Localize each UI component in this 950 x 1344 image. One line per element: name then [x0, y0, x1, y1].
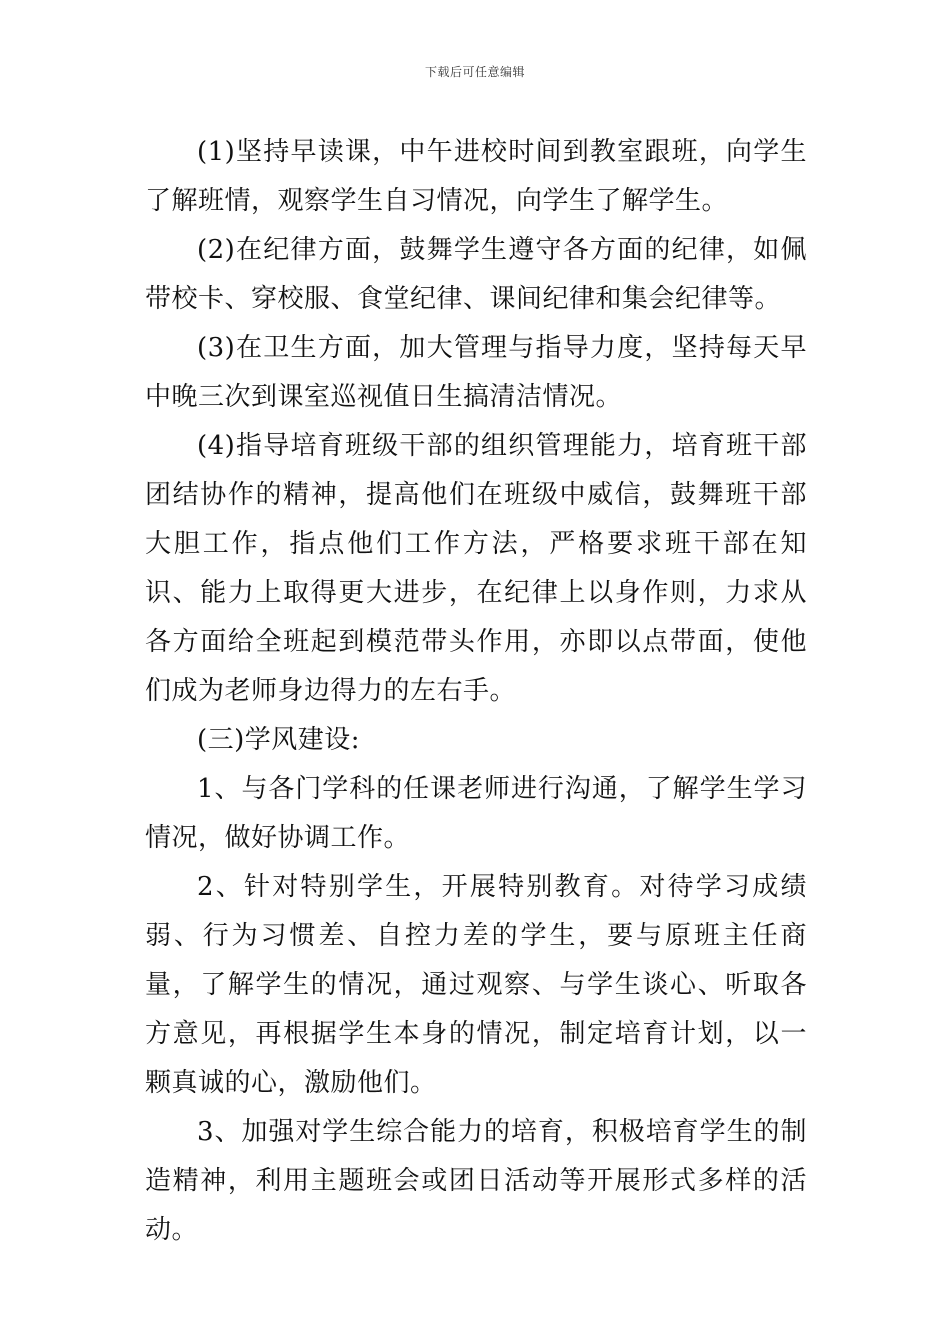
section-heading: (三)学风建设: — [197, 725, 361, 755]
page-header: 下载后可任意编辑 — [424, 65, 525, 79]
paragraph-3: (3)在卫生方面，加大管理与指导力度，坚持每天早中晚三次到课室巡视值日生搞清洁情况。 — [145, 333, 807, 412]
paragraph-2: (2)在纪律方面，鼓舞学生遵守各方面的纪律，如佩带校卡、穿校服、食堂纪律、课间纪律和集会纪律等。 — [145, 235, 807, 314]
paragraph-7: 3、加强对学生综合能力的培育，积极培育学生的制造精神，利用主题班会或团日活动等开展形式多样的活动。 — [145, 1117, 807, 1245]
paragraph-4: (4)指导培育班级干部的组织管理能力，培育班干部团结协作的精神，提高他们在班级中威信，鼓舞班干部大胆工作，指点他们工作方法，严格要求班干部在知识、能力上取得更大进步，在纪律上以身作则，力求从各方面给全班起到模范带头作用，亦即以点带面，使他们成为老师身边得力的左右手。 — [145, 431, 807, 706]
paragraph-5: 1、与各门学科的任课老师进行沟通，了解学生学习情况，做好协调工作。 — [145, 774, 807, 853]
paragraph-1: (1)坚持早读课，中午进校时间到教室跟班，向学生了解班情，观察学生自习情况，向学生了解学生。 — [145, 137, 807, 216]
document-body — [145, 128, 807, 1255]
paragraph-6: 2、针对特别学生，开展特别教育。对待学习成绩弱、行为习惯差、自控力差的学生，要与原班主任商量，了解学生的情况，通过观察、与学生谈心、听取各方意见，再根据学生本身的情况，制定培育计划，以一颗真诚的心，激励他们。 — [145, 872, 807, 1098]
